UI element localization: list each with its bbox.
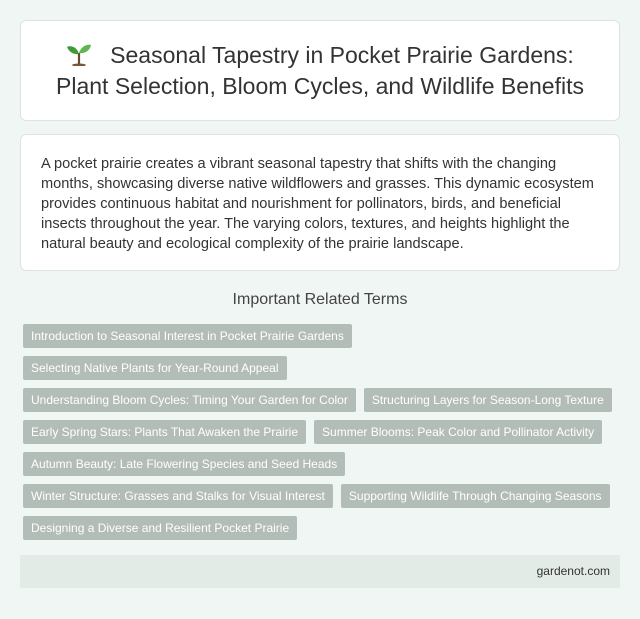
title-card xyxy=(20,20,620,121)
term-chip[interactable]: Selecting Native Plants for Year-Round Appeal xyxy=(23,356,287,380)
term-chip[interactable]: Understanding Bloom Cycles: Timing Your Garden for Color xyxy=(23,388,356,412)
footer xyxy=(20,555,620,588)
term-row xyxy=(23,516,623,540)
term-row xyxy=(23,356,623,380)
related-terms-heading: Important Related Terms xyxy=(232,291,408,308)
term-chip[interactable]: Introduction to Seasonal Interest in Pocket Prairie Gardens xyxy=(23,324,352,348)
sprout-icon xyxy=(66,42,92,66)
term-chip[interactable]: Autumn Beauty: Late Flowering Species and Seed Heads xyxy=(23,452,345,476)
term-row xyxy=(23,452,623,476)
term-chip[interactable]: Structuring Layers for Season-Long Texture xyxy=(364,388,612,412)
term-chip[interactable]: Designing a Diverse and Resilient Pocket Prairie xyxy=(23,516,297,540)
title-line-2: Plant Selection, Bloom Cycles, and Wildlife Benefits xyxy=(56,72,584,99)
related-terms-list xyxy=(23,324,623,548)
term-row xyxy=(23,484,623,508)
title-line-1: Seasonal Tapestry in Pocket Prairie Gardens: xyxy=(110,41,574,68)
term-row xyxy=(23,420,623,444)
term-chip[interactable]: Supporting Wildlife Through Changing Seasons xyxy=(341,484,610,508)
term-chip[interactable]: Summer Blooms: Peak Color and Pollinator Activity xyxy=(314,420,602,444)
term-row xyxy=(23,324,623,348)
summary-card xyxy=(20,134,620,271)
site-link[interactable]: gardenot.com xyxy=(536,564,610,578)
term-chip[interactable]: Early Spring Stars: Plants That Awaken the Prairie xyxy=(23,420,306,444)
term-row xyxy=(23,388,623,412)
page-title xyxy=(56,40,584,102)
term-chip[interactable]: Winter Structure: Grasses and Stalks for Visual Interest xyxy=(23,484,333,508)
summary-text: A pocket prairie creates a vibrant seasonal tapestry that shifts with the changing months, showcasing diverse native wildflowers and grasses. This dynamic ecosystem provides continuous habitat and nourishment for pollinators, birds, and beneficial insects throughout the year. The varying colors, textures, and heights highlight the natural beauty and ecological complexity of the prairie landscape. xyxy=(41,156,594,252)
